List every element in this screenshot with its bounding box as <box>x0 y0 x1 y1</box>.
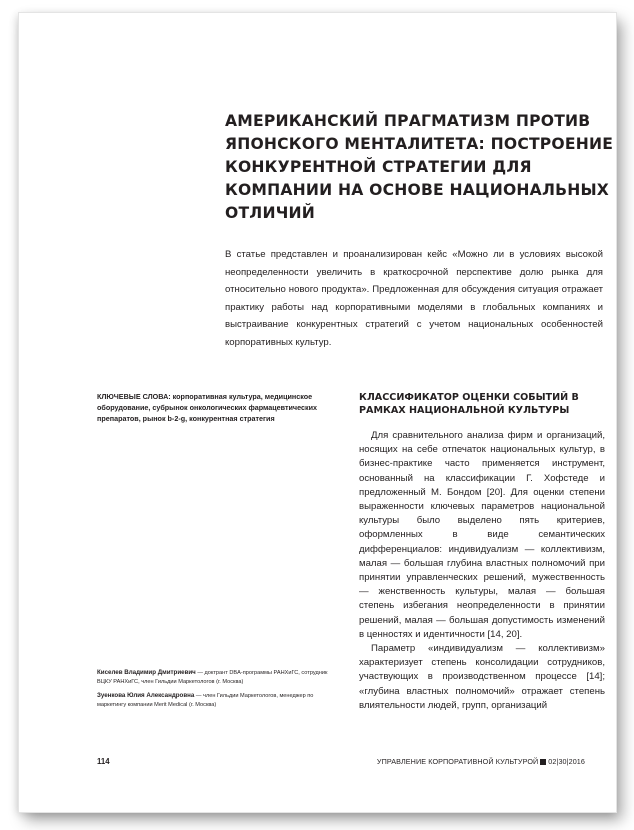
body-paragraph: Параметр «индивидуализм — коллективизм» характеризует степень консолидации сотрудников, участвующих в производственном процессе [14]; «глубина властных полномочий» отражает степень влиятельности людей, групп, организаций <box>359 643 605 711</box>
keywords-label: КЛЮЧЕВЫЕ СЛОВА: <box>97 392 171 401</box>
author-name: Киселев Владимир Дмитриевич <box>97 669 196 676</box>
keywords-text: корпоративная культура, медицинское оборудование, субрынок онкологических фармацевтических препаратов, рынок b-2-g, конкурентная стратегия <box>97 392 318 423</box>
journal-name: УПРАВЛЕНИЕ КОРПОРАТИВНОЙ КУЛЬТУРОЙ <box>376 757 539 766</box>
body-paragraph: Для сравнительного анализа фирм и организаций, носящих на себе отпечаток национальных культур, в бизнес-практике часто применяется инструмент, основанный на классификации Г. Хофстеде и предложенный М. Бондом [20]. Для оценки степени выраженности ключевых параметров национальной культуры было выделено пять критериев, оформленных в виде семантических дифференциалов: индивидуализм — коллективизм, малая — большая глубина властных полномочий при принятии управленческих решений, мужественность — женственность культуры, малая — большая степень избегания неопределенности в принятии решений, малая — большая допустимость изменений в ценностях и идентичности [14, 20]. <box>359 430 605 640</box>
author-name: Зуенкова Юлия Александровна <box>97 692 195 700</box>
article-abstract: В статье представлен и проанализирован кейс «Можно ли в условиях высокой неопределенности увеличить в краткосрочной перспективе долю рынка для относительно нового продукта». Предложенная для обсуждения ситуация отражает практику работы над корпоративными моделями в глобальных компаниях и выстраивание конкурентных стратегий с учетом национальных особенностей корпоративных культур. <box>225 249 603 348</box>
section-heading: КЛАССИФИКАТОР ОЦЕНКИ СОБЫТИЙ В РАМКАХ НАЦИОНАЛЬНОЙ КУЛЬТУРЫ <box>359 392 579 416</box>
page-number: 114 <box>97 757 110 766</box>
author-note <box>97 692 337 709</box>
keywords-block <box>97 392 337 424</box>
running-footer <box>377 757 585 766</box>
square-bullet-icon <box>540 759 546 765</box>
body-column <box>359 429 605 713</box>
article-title: АМЕРИКАНСКИЙ ПРАГМАТИЗМ ПРОТИВ ЯПОНСКОГО МЕНТАЛИТЕТА: ПОСТРОЕНИЕ КОНКУРЕНТНОЙ СТРАТЕГИИ ДЛЯ КОМПАНИИ НА ОСНОВЕ НАЦИОНАЛЬНЫХ ОТЛИЧИЙ <box>225 112 614 222</box>
author-notes <box>97 669 337 715</box>
author-note <box>97 669 337 686</box>
author-info: — доктрант DBA-программы РАНХиГС, сотрудник ВЦКУ РАНХиГС, член Гильдии Маркетологов (г. Москва) <box>97 670 328 685</box>
issue-number: 02|30|2016 <box>548 757 585 766</box>
journal-page <box>19 13 616 812</box>
author-info: — член Гильдии Маркетологов, менеджер по маркетингу компании Merit Medical (г. Москва) <box>97 693 314 708</box>
